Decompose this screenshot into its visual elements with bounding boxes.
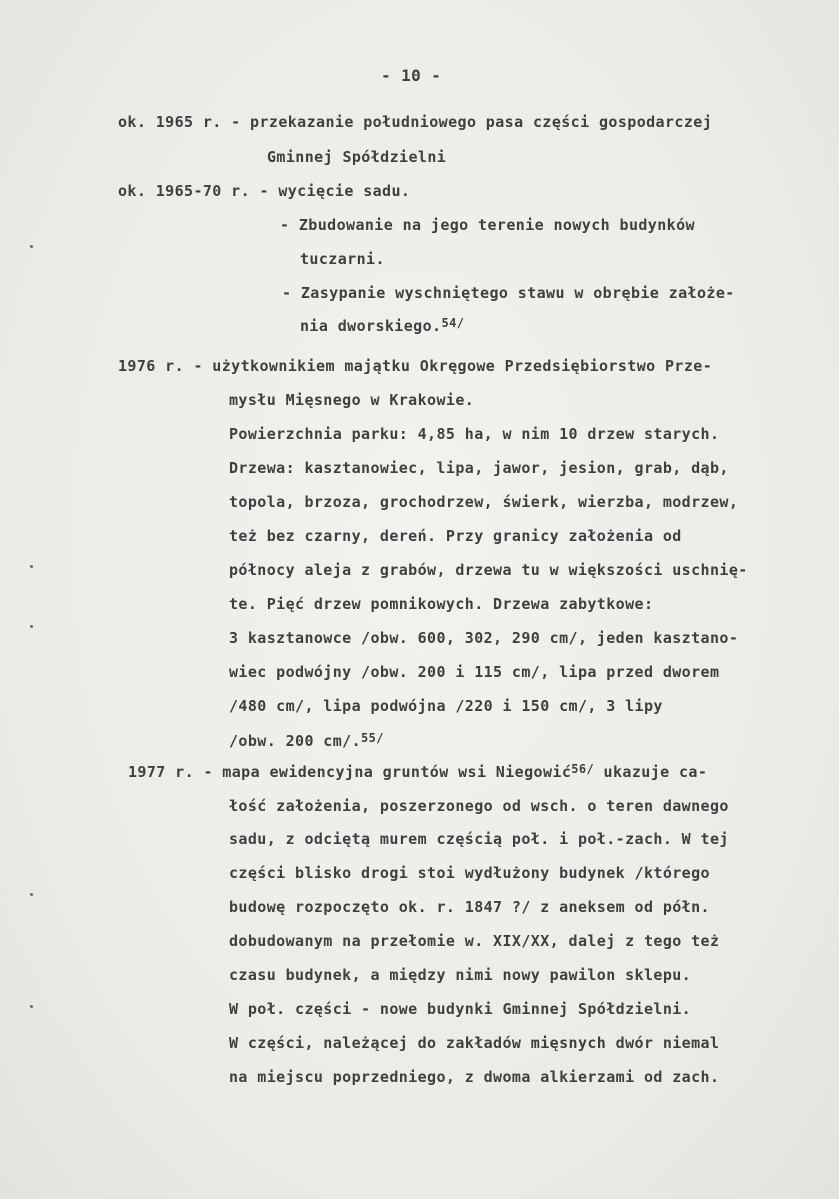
text-line: 3 kasztanowce /obw. 600, 302, 290 cm/, jeden kasztano- xyxy=(229,629,739,647)
margin-mark xyxy=(30,1005,33,1008)
text-line xyxy=(128,762,707,783)
text-line: dobudowanym na przełomie w. XIX/XX, dalej z tego też xyxy=(229,932,720,950)
page-number: - 10 - xyxy=(381,66,442,85)
margin-mark xyxy=(30,893,33,896)
text-line: północy aleja z grabów, drzewa tu w większości uschnię- xyxy=(229,561,748,579)
text-line: /480 cm/, lipa podwójna /220 i 150 cm/, 3 lipy xyxy=(229,697,663,715)
text-line: te. Pięć drzew pomnikowych. Drzewa zabytkowe: xyxy=(229,595,654,613)
text-line: Powierzchnia parku: 4,85 ha, w nim 10 drzew starych. xyxy=(229,425,720,443)
text-line: czasu budynek, a między nimi nowy pawilon sklepu. xyxy=(229,966,692,984)
text-line: ok. 1965 r. - przekazanie południowego pasa części gospodarczej xyxy=(118,113,713,131)
text-line: budowę rozpoczęto ok. r. 1847 ?/ z aneksem od półn. xyxy=(229,898,710,916)
text-line: tuczarni. xyxy=(300,250,385,268)
text-line: łość założenia, poszerzonego od wsch. o teren dawnego xyxy=(229,797,729,815)
text-line: W części, należącej do zakładów mięsnych dwór niemal xyxy=(229,1034,720,1052)
text-line-body: 1977 r. - mapa ewidencyjna gruntów wsi Niegowić xyxy=(128,763,572,781)
text-line-tail: ukazuje ca- xyxy=(594,763,708,781)
text-line xyxy=(229,731,384,752)
text-line: na miejscu poprzedniego, z dwoma alkierzami od zach. xyxy=(229,1068,720,1086)
text-line: - Zbudowanie na jego terenie nowych budynków xyxy=(280,216,695,234)
footnote-ref: 54/ xyxy=(441,316,465,330)
text-line xyxy=(300,316,464,337)
footnote-ref: 56/ xyxy=(571,762,595,776)
text-line: Drzewa: kasztanowiec, lipa, jawor, jesion, grab, dąb, xyxy=(229,459,729,477)
text-line: sadu, z odciętą murem częścią poł. i poł.-zach. W tej xyxy=(229,830,729,848)
text-line: mysłu Mięsnego w Krakowie. xyxy=(229,391,475,409)
text-line: W poł. części - nowe budynki Gminnej Spółdzielni. xyxy=(229,1000,692,1018)
text-line-body: nia dworskiego. xyxy=(300,317,442,335)
margin-mark xyxy=(30,625,33,628)
margin-mark xyxy=(30,245,33,248)
text-line: 1976 r. - użytkownikiem majątku Okręgowe Przedsiębiorstwo Prze- xyxy=(118,357,713,375)
text-line: wiec podwójny /obw. 200 i 115 cm/, lipa przed dworem xyxy=(229,663,720,681)
text-line: topola, brzoza, grochodrzew, świerk, wierzba, modrzew, xyxy=(229,493,739,511)
text-line: też bez czarny, dereń. Przy granicy założenia od xyxy=(229,527,682,545)
text-line: - Zasypanie wyschniętego stawu w obrębie założe- xyxy=(282,284,735,302)
margin-mark xyxy=(30,565,33,568)
text-line: części blisko drogi stoi wydłużony budynek /którego xyxy=(229,864,710,882)
text-line-body: /obw. 200 cm/. xyxy=(229,732,362,750)
footnote-ref: 55/ xyxy=(361,731,384,745)
text-line: ok. 1965-70 r. - wycięcie sadu. xyxy=(118,182,411,200)
text-line: Gminnej Spółdzielni xyxy=(267,148,447,166)
